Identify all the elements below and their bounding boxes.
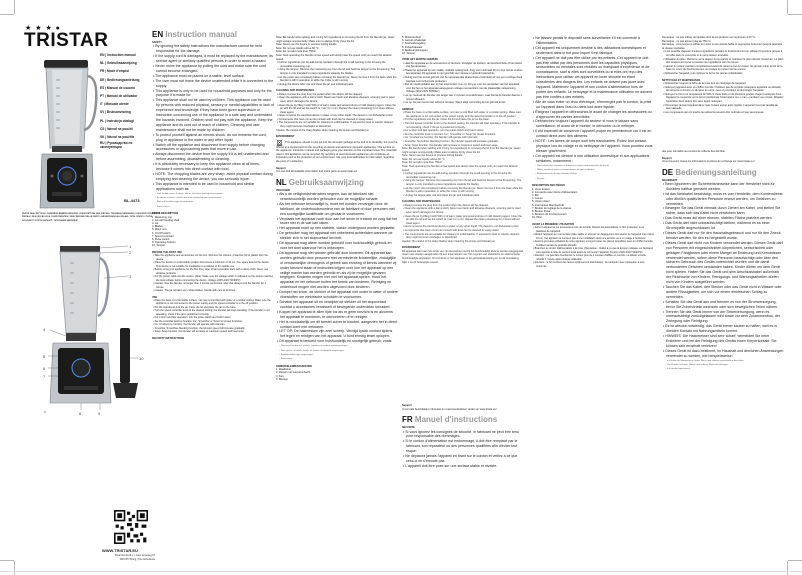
cleaning-item: • Never immerse the electrical device in water or any other liquid. The device is not dishwasher proof.	[277, 114, 394, 118]
cleaning-item: • The components are not suitable for cleaning in a dishwasher. If exposed to heat or caustic cleaners they might become misshapen or discolored.	[277, 121, 394, 129]
language-item[interactable]: PL | Instrukcja obsługi	[100, 118, 134, 123]
safety-item: • NOTE: The chopping blades are very sharp, avoid physical contact during emptying and cleaning the device, you can seriously injure.	[153, 171, 273, 181]
language-item[interactable]: RU | Руководство по эксплуатации	[100, 141, 133, 150]
safety-item: • HINWEIS: Die Hackmesser sind sehr scharf; vermeiden Sie beim Entleeren und bei der Reinigung des Geräts einen Körperkontakt. Sie können sich ernsthaft verletzen!	[663, 334, 777, 348]
instruction-item: • Let op: De kan bevat zeer scherpe messen. Wees altijd voorzichtig bij het gebruik ervan.	[403, 101, 507, 105]
language-item[interactable]: NL | Gebruiksaanwijzing	[100, 61, 137, 66]
instruction-item: • For a short and fast operation, turn the pulse switch and hold it down.	[403, 129, 485, 133]
instruction-item: • Smoothie: Smoothies blending function, the blender speed will increase gradually.	[153, 326, 246, 330]
part-item: 9. Bedieningsknoppen	[402, 48, 428, 52]
fr-continued-section	[532, 36, 654, 268]
instruction-item: • Reinig voor het eerste gebruik van het apparaat alle afneembare onderdelen af met een vochtige doek. Gebruik nooit schurende producten.	[403, 76, 523, 83]
section-heading-nl	[276, 178, 398, 188]
note: Note: Never use the device to process boiling liquids.	[276, 43, 337, 47]
instruction-item: • Sortez l'appareil et les accessoires hors de la boîte. Retirez les autocollants, le film protecteur ou le plastique de l'appareil.	[533, 226, 645, 233]
subheading: SÉCURITÉ	[402, 426, 415, 430]
application-item: – Coin cuisine des commerces, bureaux et autres environnements de travail.	[535, 164, 610, 167]
cleaning-item: • N'immergez jamais l'appareil dans l'eau ni dans aucun autre liquide. L'appareil n'est pas lavable au lave-vaisselle.	[663, 103, 778, 111]
svg-text:8: 8	[79, 411, 82, 416]
note: Note: Do not add more than 750ml.	[276, 50, 317, 54]
language-item[interactable]: PT | Manual de utilizador	[100, 94, 138, 99]
safety-item: • Bewegen Sie das Gerät niemals durch Ziehen am Kabel, und stellen Sie sicher, dass sich das Kabel nicht verwickeln kann.	[663, 206, 781, 216]
note: Note: Be careful when adding and mixing hot ingredients or removing the lid from the blender jar, steam might escape unexpectedly. Make sure to always firmly close the lid.	[276, 36, 395, 43]
subheading: BEFORE THE FIRST USE	[152, 250, 182, 254]
cleaning-item: • Nettoyez l'appareil avec un chiffon humide. N'utilisez pas de produits nettoyants agressifs ou abrasifs, de tampons à récurer ou de laine de verre, ceux-ci pourraient endommager l'appareil.	[663, 85, 782, 93]
subheading: ONDERDELENBESCHRIJVING	[276, 364, 313, 368]
cleaning-item: • The components are not suitable for cleaning in a dishwasher. If exposed to heat or caustic cleaners they might become misshapen or discolored.	[403, 232, 520, 240]
subheading: SICHERHEIT	[662, 178, 678, 182]
application-item: – Hôtels, motels et autres environnements de type résidentiel.	[535, 168, 595, 171]
crop-mark	[0, 560, 14, 561]
parts-diagram	[38, 228, 148, 418]
application-item: – Von Kunden in Hotels, Motels und anderen Wohneinrichtungen.	[665, 363, 729, 366]
safety-item: • Das Gerät darf nicht unbeaufsichtigt bleiben, während es an einer Stromquelle angeschlossen ist.	[663, 221, 770, 231]
address-line: 5015 BH Tilburg | The Netherlands	[119, 558, 155, 561]
crop-mark	[788, 14, 802, 15]
part-item: 4. Blades	[152, 225, 163, 229]
safety-item: • To protect yourself against an electric shock, do not immerse the cord, plug or appliance in the water or any other liquid.	[153, 132, 267, 142]
note: Note: Do not add more than 750ml.	[402, 161, 443, 165]
instruction-item: • Let op: Gebruik de blender niet langer dan 2 minuten ononderbroken. Laat hierna de blender daarna 1 minuut afkoelen.	[403, 93, 522, 101]
language-item[interactable]: SK | Návod na použitie	[100, 135, 135, 140]
safety-item: • Schalten Sie das Gerät aus und trennen es von der Stromversorgung, bevor Sie Zubehörteile wechseln oder sich beweglichen Teilen nähern.	[663, 299, 779, 309]
cleaning-item: • Les composants qui ont touché les aliments peuvent être nettoyés à l'eau savonneuse.	[663, 110, 765, 114]
safety-item: • Schakel het apparaat uit en verwijder de stekker uit het stopcontact voordat u accessoires verwisselt of bewegende onderdelen benadert.	[277, 299, 391, 309]
application-item: – Bed&Breakfast-type omgevingen.	[279, 353, 314, 356]
instruction-item: • Attention : ne pas faire fonctionner le mixeur plus de 2 minutes d'affilée en continu. Le laisser ensuite refroidir 1 minute après chaque utilisation.	[533, 254, 646, 261]
crop-mark	[14, 561, 15, 575]
safety-item: • By ignoring the safety instructions the manufacturer cannot be held responsible for the damage.	[153, 44, 262, 54]
parts-list	[402, 36, 524, 55]
note: Note: Never use the device to process boiling liquids.	[402, 154, 463, 158]
instruction-item: • Smoothie: Smoothies blending function, the blender speed will increase gradually.	[403, 139, 499, 143]
subheading: Support	[276, 166, 286, 170]
part-item: 2. Lid with feeding shaft	[152, 218, 180, 222]
instruction-item: • Ice: Crushed ice function, the blender will operate with intervals.	[403, 136, 478, 140]
cleaning-item: • Clean the jar by filling it with 500 ml of warm water and several drops of mild cleaning agent. Close the jar with the lid and set the switch to 'max' for 1 min. Repeat the clean processing for 2 times without clean agent.	[277, 103, 396, 114]
safety-item: • Dieses Gerät darf nur für den Haushaltsgebrauch und nur für den Zweck benutzt werden, für den es hergestellt wurde.	[663, 231, 781, 240]
section-heading-en	[152, 30, 274, 40]
section-title: Manuel d'instructions	[414, 415, 498, 425]
model-number: BL-4473	[124, 198, 140, 203]
en-continued-nl-section	[276, 36, 398, 381]
safety-item: • Ne déplacez jamais l'appareil en tirant sur le cordon et veillez à ce que celui-ci ne s'enroule pas.	[403, 454, 518, 463]
part-item: 7. Bouton de réglage de la vitesse	[532, 206, 572, 210]
environment-text: Dit apparaat dient aan het einde van zijn levensduur niet bij het huishoudelijk afval te worden weggegooid, maar moet worden aangeboden bij een inzamelpunt voor het recyclen van elektrische en elektronische huishoudelijke apparaten. Dit symbool op het apparaat, in de gebruiksaanwijzing en op de verpakking wijst u op dit belangrijke aspect.	[402, 249, 524, 264]
instruction-item: • Branchez le cordon d'alimentation à la prise. (Remarque : Veillez à ce que la tension indiquée sur l'appareil corresponde à celle du secteur local avant de connecter l'appareil. Tension 220V-240V 50/60Hz)	[533, 247, 653, 254]
cleaning-item: • Components that have come into contact with food can be cleaned in soapy water.	[403, 228, 500, 232]
part-item: 3. Jar	[152, 222, 159, 226]
subheading: SAFETY	[152, 41, 162, 44]
safety-item: • De gebruiker mag het apparaat niet onbeheerd achterlaten wanneer de stekker zich in het stopcontact bevindt.	[277, 231, 393, 241]
part-item: 6. Aan/uit schakelaar	[402, 39, 427, 43]
instruction-item: • Utilisation du pilon: Retirer le verre doseur du couvercle et maintenir le pilon devant l'ouverture. Le pilon doit uniquement servir à pousser les ingrédients vers les lames.	[663, 57, 784, 65]
instruction-item: • Débrancher l'appareil, puis nettoyer le bol et les pièces individuelles.	[663, 71, 744, 75]
instruction-item: • Plaats het apparaat op een vlakke, stabiele ondergrond. Zorg voor minimaal 10 cm vrije ruimte rondom het apparaat. Dit apparaat is niet geschikt voor inbouw of gebruik buitenshuis.	[403, 68, 523, 76]
safety-item: • NOTE : Les lames de coupe sont très tranchantes. Évitez tout contact physique lors du vidage et du nettoyage de l'appareil. Vous pourriez vous blesser gravement.	[533, 139, 653, 153]
part-item: 2. Deksel met toevoerschacht	[276, 371, 311, 375]
part-item: 8. Bouton Pulse	[532, 210, 551, 214]
page-marker: 3	[44, 410, 46, 414]
cleaning-item: • Always remove the plug from the socket when the device will be cleaned.	[277, 92, 363, 96]
application-item: – Personeelskeukens in winkels, kantoren en andere werkomgevingen.	[279, 345, 348, 348]
safety-item: • Verplaats het apparaat nooit door aan het snoer te trekken en zorg dat het snoer niet in de war kan raken.	[277, 216, 398, 226]
subheading: CLEANING AND MAINTENANCE	[402, 200, 441, 204]
application-item: – Environnements de type chambre d'hôtes.	[535, 173, 578, 176]
note: Remarque : commencer à utiliser le mixeur à une vitesse faible et augmenter lentement jusqu'à atteindre la vitesse souhaitée.	[662, 43, 783, 50]
safety-item: • This appliance is only to be used for household purposes and only for the purpose it is made for.	[153, 88, 272, 98]
safety-item: • Cet appareil ne doit pas être utilisé par les enfants. Cet appareil ne doit pas être utilisé par des personnes dont les capacités physiques, sensorielles ou mentales sont réduites ou manquant d'expérience et de connaissance, sauf si elles sont surveillées ou si elles ont reçu des instructions pour utiliser cet appareil en toute sécurité en étant conscientes des dangers liés. Les enfants ne doivent pas jouer avec l'appareil. Maintenez l'appareil et son cordon d'alimentation hors de portée des enfants. Le nettoyage et la maintenance utilisateur ne doivent pas être confiés à des enfants.	[533, 55, 652, 99]
instruction-item: • For a short and fast operation, turn the pulse switch and hold it down.	[153, 316, 232, 320]
safety-item: • Si vous ignorez les consignes de sécurité, le fabricant ne peut être tenu pour responsable des dommages.	[403, 429, 519, 439]
note: Remarque : ne pas utiliser de liquides dont la température est supérieure à 60 °C.	[662, 36, 756, 39]
safety-item: • Tauchen Sie das Kabel, den Stecker oder das Gerät nicht in Wasser oder andere Flüssigkeiten, um sich vor einem elektrischen Schlag zu vermeiden.	[663, 284, 782, 299]
safety-item: • Never move the appliance by pulling the cord and make sure the cord cannot become entangled.	[153, 64, 266, 73]
part-item: 4. Messen	[276, 377, 288, 381]
note: Note: Do not use liquids above 60 °C.	[276, 46, 320, 50]
subheading: VEILIGHEID	[276, 188, 291, 192]
instruction-item: • Haal het apparaat en de accessoires uit de doos. Verwijder de stickers, de beschermfolie of het plastic van het apparaat.	[403, 61, 522, 69]
instruction-item: • Ice: Crushed ice function, the blender will operate with intervals.	[153, 323, 226, 327]
svg-text:3: 3	[129, 274, 132, 279]
weee-bin-icon	[276, 139, 283, 146]
safety-item: • Dit apparaat mag niet worden gebruikt door kinderen. Dit apparaat kan worden gebruikt door personen met verminderde lichamelijke, zintuiglijke of verstandelijke vermogens of gebrek aan ervaring of kennis wanneer zij onder toezicht staan of instructies krijgen over hoe het apparaat op een veilige manier kan worden gebruikt en als zij de mogelijke gevaren begrijpen. Kinderen mogen niet met het apparaat spelen. Houd het apparaat en het netsnoer buiten het bereik van kinderen. Reiniging en onderhoud mogen niet worden uitgevoerd door kinderen.	[277, 250, 397, 290]
instruction-item: • Laisser le moteur s'arrêter complètement avant de retirer le bol du mixeur. Ne jamais retirer le bol de la base en cours de fonctionnement ou lorsque le moteur tourne encore.	[663, 64, 783, 72]
section-heading-de	[662, 168, 784, 178]
caution-text: Caution: Be careful of the sharp blades when cleaning the knives and blender jar.	[402, 239, 496, 243]
part-item: 1. Verre doseur	[532, 187, 550, 191]
instruction-item: • Put the ingredients into the jar. Close the lid and place the jar on the base.	[403, 118, 490, 122]
svg-text:6: 6	[43, 366, 46, 371]
page-bottom-rule	[0, 571, 802, 572]
qr-code-icon[interactable]	[114, 510, 148, 544]
instruction-item: • Further ingredients can be add during operation through the small opening in the lid using the removable measuring cup.	[403, 172, 512, 179]
instruction-item: • Soup: Soup function, the blender will increase to maximum speed and heat soup.	[153, 330, 245, 334]
instruction-item: • Place the base on a flat stable surface, not near a sink filled with water or a similar setting. Make sure the appliance is not connected to the power supply and the speed controller is in the off position.	[403, 111, 521, 118]
caution-text: Caution: Be careful of the sharp blades when cleaning the knives and blender jar.	[276, 128, 370, 132]
instruction-item: • Unplug the device after use and clean the jar and individual parts.	[277, 82, 354, 86]
brand-logo: TRISTAR	[24, 30, 109, 51]
safety-item: • LET OP: De hakmessen zijn zeer scherp. Vermijd fysiek contact tijdens het legen en reinigen van het apparaat. U kunt ernstig letsel oplopen.	[277, 329, 393, 339]
section-title: Instruction manual	[165, 30, 237, 39]
part-item: 7. Snelheidsregeling	[402, 42, 426, 46]
crop-mark	[788, 560, 802, 561]
safety-item: • Als het netsnoer beschadigd is, moet het worden vervangen door de fabrikant, de onderhoudsmonteur van de fabrikant of door personen met een soortgelijke kwalificatie om gevaar te voorkomen.	[277, 201, 395, 216]
brand-stars-icon: ★ ★ ★ ●	[25, 25, 61, 32]
safety-item: • Si le cordon d'alimentation est endommagé, il doit être remplacé par le fabricant, son réparateur ou des personnes qualifiées afin d'éviter tout risque.	[403, 439, 518, 454]
safety-item: • Il est impératif de conserver l'appareil propre en permanence car il est en contact direct avec des aliments.	[533, 129, 652, 139]
safety-item: • This appliance shall not be used by children. This appliance can be used by persons with reduced physical, sensory or mental capabilities or lack of experience and knowledge if they have been given supervision or instruction concerning use of the appliance in a safe way and understand the hazards involved. Children shall not play with the appliance. Keep the appliance and its cord out of reach of children. Cleaning and user maintenance shall not be made by children.	[153, 98, 274, 132]
safety-item: • Beim Ignorieren der Sicherheitshinweise kann der Hersteller nicht für Schäden haftbar gemacht werden.	[663, 181, 775, 191]
language-item[interactable]: ES | Manual de usuario	[100, 85, 135, 90]
svg-text:10: 10	[139, 356, 144, 361]
safety-item: • Koppel het apparaat te allen tijde los als er geen toezicht is en alvorens het apparaat te monteren, te demonteren of te reinigen.	[277, 309, 393, 319]
safety-item: • Es ist absolut notwendig, das Gerät immer sauber zu halten, weil es in direkten Kontakt mit Nahrungsmitteln kommt.	[663, 324, 778, 334]
instruction-item: • Place the base on a flat stable surface, not near a sink filled with water or a similar setting. Make sure the appliance is not connected to the power supply and the speed controller is in the off position.	[153, 298, 271, 306]
part-item: 9. Boutons de fonctionnement	[532, 213, 567, 217]
environment-text: des pour connaître les centres de collecte des déchets.	[662, 149, 726, 153]
part-item: 4. Lames	[532, 197, 543, 201]
section-title: Gebruiksaanwijzing	[288, 177, 364, 187]
safety-item: • Dit apparaat mag alleen worden gebruikt voor huishoudelijk gebruik en voor het doel waarvoor het is ontworpen.	[277, 241, 392, 250]
part-item: 8. Pulse switch	[152, 238, 170, 242]
crop-mark	[787, 0, 788, 14]
instruction-item: • Let the motor stop completely before removing the blender jar. Never remove it from the base while the blender is still in operation or while the motor is still running.	[277, 75, 397, 83]
svg-text:1: 1	[129, 244, 132, 249]
instruction-item: • Further ingredients can be add during operation through the small opening in the lid using the removable measuring cup.	[277, 61, 386, 68]
subheading: ENVIRONMENT	[402, 246, 421, 250]
language-item[interactable]: DE | Bedienungsanleitung	[100, 77, 140, 82]
instruction-item: • Mettez l'appareil sur une surface plate stable et assurez un dégagement tout autour de l'appareil d'au moins 10 cm. Cet appareil ne convient pas à une installation dans une armoire ou à un usage à l'extérieur.	[533, 233, 654, 240]
instruction-item: • Soup: Soup function, the blender will increase to maximum speed and heat soup.	[403, 143, 498, 147]
language-code: NL	[276, 177, 287, 187]
safety-item: • Het apparaat moet op een stabiele, vlakke ondergrond worden geplaatst.	[277, 226, 396, 231]
language-item[interactable]: EN | Instruction manual	[100, 53, 136, 57]
language-item[interactable]: IT | Manuale utente	[100, 102, 129, 107]
environment-text: This appliance should not be put into the domestic garbage at the end of its durability, but must be offered at a central point for the recycling of electric and electronic domestic appliances. This symbol on the appliance, instruction manual and packaging puts your attention to this important issue. The materials used in this appliance can be recycled. By recycling of used domestic appliances you contribute an important push to the protection of our environment. Ask your local authorities for information regarding the point of recollection.	[276, 139, 398, 164]
subheading: USE	[152, 295, 158, 299]
safety-item: • The user must not leave the device unattended while it is connected to the supply.	[153, 78, 274, 88]
application-item: – Farm houses.	[155, 205, 171, 208]
nl-use-body	[402, 111, 524, 401]
safety-item: • Afin de vous éviter un choc électrique, n'immergez pas le cordon, la prise ou l'appareil dans l'eau ou dans tout autre liquide.	[533, 99, 652, 109]
instruction-item: • Before using your appliance for the first time, wipe off all removable parts with a damp cloth. Never use abrasive products.	[153, 268, 269, 275]
safety-item: • Dompel het snoer, de stekker of het apparaat niet onder in water of andere vloeistoffen om elektrische schokken te voorkomen.	[277, 290, 398, 300]
instruction-item: • Il est possible d'ajouter d'autres ingrédients pendant le fonctionnement en utilisant l'ouverture prévue à cet effet dans le couvercle et le verre doseur amovible.	[663, 50, 783, 57]
cleaning-item: • Clean the jar by filling it with 500 ml of warm water and several drops of mild cleaning agent. Close the jar with the lid and set the switch to 'max' for 1 min. Repeat the clean processing for 2 times without clean agent.	[403, 214, 522, 225]
safety-item: • Ist das Netzkabel beschädigt, muss es vom Hersteller, dem Kundendienst oder ähnlich qualifizierten Personen ersetzt werden, um Gefahren zu vermeiden.	[663, 191, 783, 206]
note: Note: Start operating the blender at low speed and slowly raise the speed until you reach the desired speed.	[402, 165, 518, 172]
part-item: 7. Speed controller	[152, 234, 174, 238]
part-item: 3. Bol	[532, 194, 539, 197]
part-item: 5. Motor unit	[152, 228, 167, 232]
safety-item: • Dieses Gerät darf nicht von Kindern verwendet werden. Dieses Gerät darf von Personen mit eingeschränkten körperlichen, sensorischen oder geistigen Fähigkeiten oder einem Mangel an Erfahrung und Kenntnissen verwendet werden, sofern diese Personen beaufsichtigt oder über den sicheren Gebrauch des Geräts unterrichtet wurden und die damit verbundenen Gefahren verstanden haben. Kinder dürfen mit dem Gerät nicht spielen. Halten Sie das Gerät und sein Anschlusskabel außerhalb der Reichweite von Kindern. Reinigungs- und Wartungsarbeiten dürfen nicht von Kindern ausgeführt werden.	[663, 240, 783, 285]
cleaning-item: • Never immerse the electrical device in water or any other liquid. The device is not dishwasher proof.	[403, 225, 520, 229]
part-item: 6. On/Off switch	[152, 231, 171, 235]
safety-item: • Als u de veiligheidsinstructies negeert, kan de fabrikant niet verantwoordelijk worden gehouden voor de mogelijke schade.	[277, 192, 379, 201]
crop-mark	[0, 14, 14, 15]
subheading: AVANT LA PREMIÈRE UTILISATION	[532, 222, 575, 226]
note: Note: Do not use liquids above 60 °C.	[402, 157, 446, 161]
application-item: – Staff kitchen areas in shops, offices and other working environments.	[155, 192, 224, 195]
subheading: Support	[402, 404, 412, 408]
svg-text:7: 7	[43, 374, 46, 379]
part-item: 2. Couvercle avec trémie d'alimentation	[532, 190, 578, 194]
application-item: – Door gasten in hotels, motels en andere residentiële omgevingen.	[279, 349, 345, 352]
cleaning-item: • Components that have come into contact with food can be cleaned in soapy water.	[277, 117, 374, 121]
section-title: Bedienungsanleitung	[675, 167, 757, 177]
language-code: DE	[662, 167, 674, 177]
cleaning-item: • Clean the appliance with a damp cloth. Never use harsh and abrasive cleaners, scouring pad or steel wool, which damages the device.	[277, 96, 395, 103]
subheading: NETTOYAGE ET MAINTENANCE	[662, 78, 701, 82]
subheading: ENVIRONMENT	[276, 135, 295, 139]
subheading: GEBRUIK	[402, 107, 414, 111]
svg-text:9: 9	[98, 411, 101, 416]
application-item: – In Küchen für Mitarbeiter in Läden, Büros und anderen gewerblichen Bereichen.	[665, 359, 745, 362]
part-item: 5. Unité moteur	[532, 200, 550, 204]
language-list	[100, 51, 150, 149]
note: Remarque : ne pas ajouter plus de 750 ml.	[662, 39, 712, 43]
instruction-item: • Place the device on a flat stable surface and ensure a minimum of 10 cm. free space around the device. This device is not suitable for installation in a cabinet or for outside use.	[153, 261, 270, 268]
website-link[interactable]: WWW.TRISTAR.EU	[102, 548, 138, 553]
language-item[interactable]: SV | Bruksanvisning	[100, 110, 131, 115]
safety-item: • Dieses Gerät ist dazu bestimmt, im Haushalt und ähnlichen Anwendungen verwendet zu werden, wie beispielsweise:	[663, 348, 784, 358]
crop-mark	[14, 0, 15, 14]
safety-item: • Het is noodzakelijk om dit toestel zuiver te houden, aangezien het in direct contact komt met eetwaren.	[277, 319, 398, 329]
safety-item: • It is absolutely necessary to keep this appliance clean at all times, because it comes into direct contact with food.	[153, 162, 260, 172]
instruction-item: • Turn the speed controller knob to the desired setting; the blender will start operating. If the blender is not operating, check if the jar is positioned correctly.	[153, 309, 270, 316]
application-item: – Fermes.	[535, 177, 545, 180]
address-line: Tristar Europe B.V. | Jules Verneweg 87	[114, 555, 155, 557]
safety-item: • This appliance is intended to be used in household and similar applications such as:	[153, 181, 255, 191]
safety-item: • L'appareil doit être posé sur une surface stable et nivelée.	[403, 463, 498, 468]
instruction-item: • Caution: Run the blender no longer than 2 minute continuous, after that always cool the blender for 1 minute.	[153, 282, 266, 289]
company-address	[95, 555, 155, 562]
svg-text:5: 5	[43, 354, 46, 359]
parts-list	[532, 188, 654, 220]
instruction-item: • Turn the speed controller knob to the desired setting; the blender will start operating. If the blender is not operating, check if the jar is positioned correctly.	[403, 121, 520, 129]
support-text[interactable]: You can find all available information and spare parts at www.tristar.eu!	[276, 170, 358, 174]
safety-item: • Ne laissez jamais le dispositif sans surveillance s'il est connecté à l'alimentation.	[533, 36, 641, 45]
cleaning-item: • Always remove the plug from the socket when the device will be cleaned.	[403, 203, 489, 207]
note: Note: Start operating the blender at low speed and slowly raise the speed until you reach the desired speed.	[276, 53, 392, 61]
part-item: 1. Measuring cup	[152, 215, 172, 219]
blender-product-image	[32, 58, 102, 213]
instruction-item: • Avant la première utilisation de votre appareil, essuyez toutes les pièces amovibles avec un chiffon humide. N'utilisez jamais de produits abrasifs.	[533, 240, 654, 247]
part-item: 8. Pulsschakelaar	[402, 45, 423, 49]
instruction-item: • Using the tamper: Remove the measuring cup from the lid and hold the tamper to the lid opening. The tamper is only intended to press ingredients towards the blades.	[403, 179, 522, 187]
part-item: 9. Operating buttons	[152, 241, 176, 245]
instruction-item: • Put the ingredients into the jar. Close the lid and place the jar on the base.	[153, 305, 237, 309]
safety-item: • Dit apparaat is bedoeld voor huishoudelijk en soortgelijk gebruik, zoals:	[277, 339, 393, 344]
crop-mark	[787, 561, 788, 575]
instruction-item: • Set the controller knob to function 'ice', 'Smoothie' or 'Soup' for preset functions.	[153, 319, 243, 323]
subheading: DESCRIPTION DES PIÈCES	[532, 184, 565, 188]
subheading: SECURITY INSTRUCTIONS	[152, 336, 185, 340]
safety-item: • Débranchez toujours l'appareil du secteur si vous le laissez sans surveillance, et avant de le monter, le démonter ou le nettoyer.	[533, 119, 639, 129]
language-item[interactable]: FR | Mode d'emploi	[100, 69, 130, 74]
safety-item: • Trennen Sie das Gerät immer von der Stromversorgung, wenn es unbeaufsichtigt zurückgelassen wird sowie vor dem Zusammenbau, der Zerlegung oder Reinigung.	[663, 309, 781, 324]
safety-item: • Éteignez l'appareil et débranchez-le avant de changer les accessoires ou d'approcher les parties amovibles.	[533, 109, 652, 119]
safety-item: • If the supply cord is damaged, it must be replaced by the manufacturer, its service agent or similarly qualified persons in order to avoid a hazard.	[153, 54, 273, 64]
instruction-item: • Attention : le bol contient des lames extrêmement tranchantes ; la manipuler avec précaution à tous moments.	[533, 261, 645, 268]
safety-item: • Das Gerät muss auf einer ebenen, stabilen Fläche platziert werden.	[663, 216, 773, 221]
application-item: – By clients in hotels, motels and other residential type environments.	[155, 197, 223, 199]
note: Note: Be careful when adding and mixing hot ingredients or removing the lid from the blender jar, steam might escape unexpectedly. Make sure to always firmly close the lid.	[402, 147, 521, 154]
instruction-item: • Let the motor stop completely before removing the blender jar. Never remove it from the base while the blender is still in operation or while the motor is still running.	[403, 186, 523, 194]
fr-continued-de-section	[662, 36, 784, 372]
cleaning-item: • Nettoyez le bol en le remplissant de 500 ml d'eau tiède et de plusieurs gouttes d'agent nettoyant doux. Replacez le couvercle sur le bol et positionnez l'interrupteur sur « max » pendant une minute. Répétez l'opération deux autres fois sans agent nettoyant.	[663, 92, 784, 103]
parts-list	[276, 368, 398, 381]
safety-item: • The appliance must be placed on a stable, level surface.	[153, 73, 245, 78]
cleaning-item: • Débranchez toujours la fiche de la prise lors du nettoyage de l'appareil.	[663, 81, 747, 85]
parts-list	[152, 216, 274, 248]
application-item: – Bed and breakfast type environments.	[155, 201, 194, 204]
subheading: Support	[662, 156, 672, 160]
part-item: 10. Pilon	[532, 216, 543, 220]
language-code: FR	[402, 415, 413, 425]
language-code: EN	[152, 30, 164, 39]
part-item: 1. Maatbeker	[276, 368, 292, 372]
instruction-item: • Take the appliance and accessories out the box. Remove the stickers, protective foil or plastic from the device.	[153, 254, 268, 261]
subheading: VOOR HET EERSTE GEBRUIK	[402, 58, 438, 62]
svg-text:2: 2	[129, 250, 132, 255]
safety-item: • Always disconnect the device from the supply if it is left unattended and before assembling, disassembling or cleaning.	[153, 152, 269, 162]
cleaning-item: • Clean the appliance with a damp cloth. Never use harsh and abrasive cleaners, scouring pad or steel wool, which damages the device.	[403, 207, 521, 214]
parts-figure-caption: PARTS DESCRIPTION / ONDERDELENBESCHRIJVING / DESCRIPTION DES PIÈCES / TEILEBESCHREIBUNG / DESCRIPCIÓN DE LAS PIEZAS / DESCRIÇÃO DOS COMPONENTES / DESCRIZIONE DELLE PARTI / BESKRIVNING AV DELAR / OPIS CZĘŚCI / POPIS SOUČÁSTÍ / POPIS SÚČASTÍ / ОПИСАНИЕ ДЕТАЛЕЙ	[22, 213, 161, 222]
en-section	[152, 30, 274, 340]
part-item: 5. Motoreenheid	[402, 36, 421, 39]
application-item: – In Frühstückspensionen.	[665, 368, 691, 371]
instruction-item: • Unplug the device after use and clean the jar and individual parts.	[403, 193, 480, 197]
instruction-item: • Caution: The jar contains very sharp blades, handle with care at all times.	[153, 289, 236, 293]
instruction-item: • Set the controller knob to function 'ice', 'Smoothie' or 'Soup' for preset functions.	[403, 132, 496, 136]
language-item[interactable]: CS | Návod na použití	[100, 126, 133, 131]
instruction-item: • Using the tamper: Remove the measuring cup from the lid and hold the tamper to the lid opening. The tamper is only intended to press ingredients towards the blades.	[277, 68, 396, 75]
svg-text:4: 4	[43, 327, 46, 332]
instruction-item: • Stel de voedingskabel aan op het stopcontact. (Let op: Zorg er voor het aansluiten van het apparaat voor dat het op het apparaat aangegeven voltage overeenkomt met de plaatselijke netspanning. Voltage 220V-240V 50/60Hz)	[403, 83, 520, 94]
safety-item: • Switch off the appliance and disconnect from supply before changing accessories or approaching parts that move in use.	[153, 142, 265, 152]
support-text[interactable]: U kunt alle beschikbare informatie en reserveonderdelen vinden op www.tristar.eu!	[402, 407, 497, 411]
nl-continued-fr-section	[402, 36, 524, 469]
part-item: 3. Kan	[276, 374, 284, 378]
instruction-item: • Put the power cable into the socket. (Note: Make sure the voltage which is indicated on the device matches the local voltage before connecting the device. Voltage 220V-240V 50/60Hz)	[153, 275, 273, 282]
safety-item: • Cet appareil est uniquement destiné à des utilisations domestiques et seulement dans le but pour lequel il est fabriqué.	[533, 45, 646, 55]
subheading: PARTS DESCRIPTION	[152, 212, 179, 216]
subheading: CLEANING AND MAINTENANCE	[276, 89, 315, 93]
part-item: 6. Interrupteur Marche/Arrêt	[532, 203, 565, 207]
part-item: 10. Tamper	[402, 52, 415, 56]
part-item: 10. Tamper	[152, 244, 165, 248]
application-item: – Boerderijen.	[279, 358, 293, 361]
support-text[interactable]: Vous trouverez toutes les informations et pièces de rechange sur www.tristar.eu !	[662, 159, 755, 163]
safety-item: • Cet appareil est destiné à une utilisation domestique et aux applications similaires, notamment :	[533, 153, 650, 163]
section-heading-fr	[402, 415, 524, 425]
